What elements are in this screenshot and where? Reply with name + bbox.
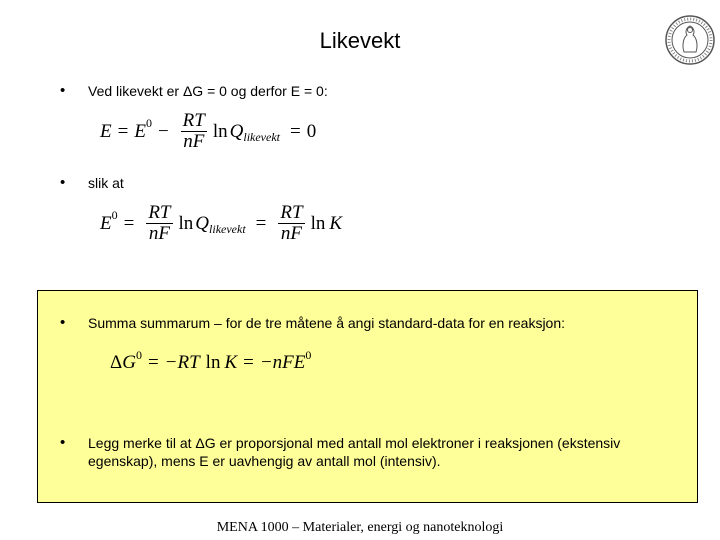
eq2-denominator-2: nF: [280, 223, 303, 244]
eq2-e0: E: [100, 212, 112, 234]
eq1-denominator: nF: [183, 131, 205, 152]
equation-standard-potential: [100, 203, 342, 244]
university-seal-icon: [664, 14, 716, 66]
eq3-rt: −RT: [164, 352, 200, 373]
bullet-marker: •: [60, 434, 66, 451]
eq3-equals: =: [147, 352, 159, 373]
eq2-fraction-2: [278, 203, 304, 244]
bullet-text-summary: Summa summarum – for de tre måtene å angi standard-data for en reaksjon:: [88, 315, 566, 331]
eq3-k: K: [224, 352, 238, 373]
eq2-equals: =: [123, 212, 135, 234]
eq1-e0: E: [134, 120, 146, 142]
eq2-ln-2: ln: [310, 212, 326, 234]
eq1-numerator: RT: [182, 110, 205, 131]
eq1-minus: −: [157, 120, 169, 142]
eq1-q-sub: likevekt: [243, 130, 280, 144]
eq1-ln: ln: [212, 120, 228, 142]
eq3-ln: ln: [205, 352, 221, 373]
eq1-e0-sup: 0: [145, 116, 152, 130]
eq1-equals-2: =: [290, 120, 301, 142]
eq3-g: G: [122, 352, 136, 373]
eq2-numerator-2: RT: [280, 202, 303, 223]
bullet-marker: •: [60, 314, 66, 331]
eq2-ln: ln: [178, 212, 194, 234]
eq1-fraction: [181, 111, 207, 152]
bullet-marker: •: [60, 82, 66, 99]
eq1-rhs: 0: [306, 120, 317, 142]
eq2-numerator: RT: [148, 202, 171, 223]
eq2-denominator: nF: [148, 223, 170, 244]
eq2-fraction: [146, 203, 172, 244]
eq3-nfe: −nFE: [259, 352, 306, 373]
bullet-text-equilibrium: Ved likevekt er ΔG = 0 og derfor E = 0:: [88, 83, 328, 99]
eq2-equals-2: =: [255, 212, 267, 234]
page-title: Likevekt: [319, 28, 401, 53]
eq2-e0-sup: 0: [111, 208, 118, 222]
eq2-q: Q: [195, 212, 210, 234]
eq1-equals: =: [117, 120, 129, 142]
eq2-q-sub: likevekt: [209, 222, 246, 236]
footer-course-title: MENA 1000 – Materialer, energi og nanoteknologi: [216, 520, 504, 535]
eq3-nfe-sup: 0: [305, 347, 312, 362]
eq1-q: Q: [229, 120, 244, 142]
eq3-delta: Δ: [110, 352, 123, 373]
eq1-lhs: E: [100, 120, 112, 142]
bullet-marker: •: [60, 174, 66, 191]
eq2-k: K: [329, 212, 343, 234]
bullet-text-note: Legg merke til at ΔG er proporsjonal med antall mol elektroner i reaksjonen (ekstensiv egenskap), mens E er uavhengig av antall mol (intensiv).: [88, 435, 621, 469]
bullet-text-slik-at: slik at: [88, 175, 124, 191]
equation-gibbs-standard: [110, 347, 312, 374]
eq3-g-sup: 0: [135, 347, 142, 362]
eq3-equals-2: =: [243, 352, 254, 373]
equation-nernst-equilibrium: [100, 111, 316, 152]
